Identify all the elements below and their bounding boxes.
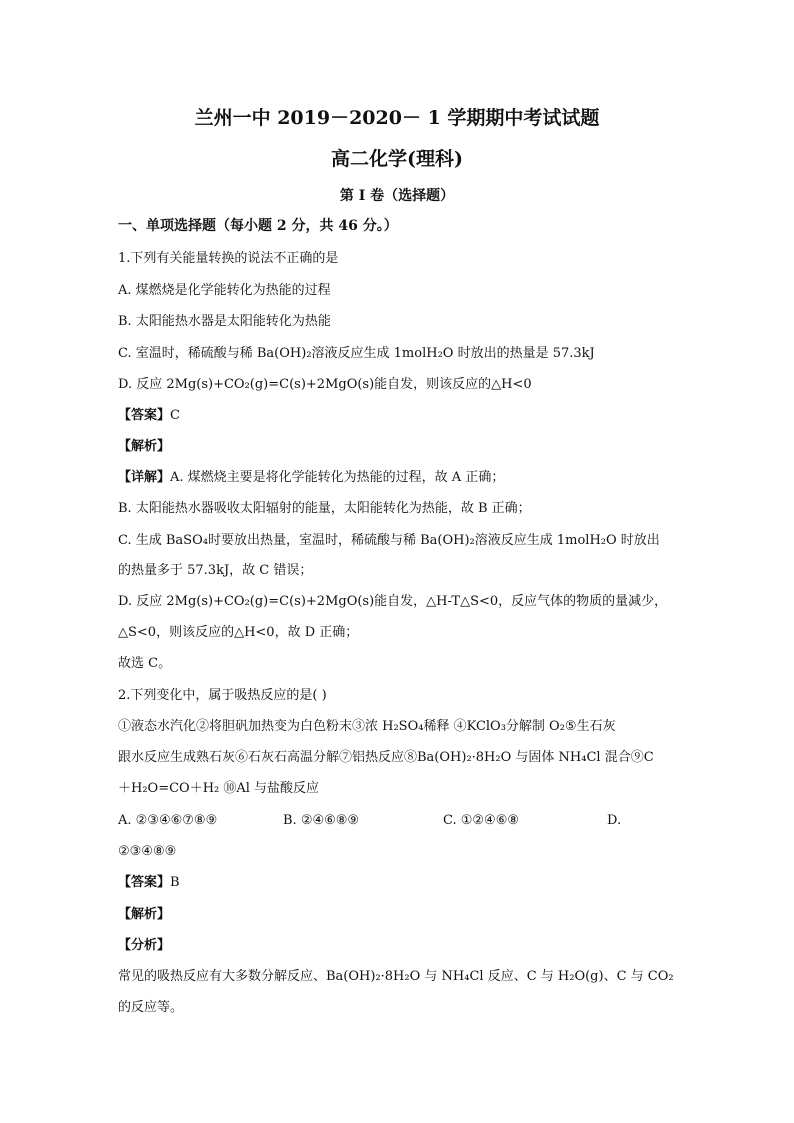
exam-title: 兰州一中 2019－2020－ 1 学期期中考试试题 [194,107,600,129]
q2-items-line1: ①液态水汽化②将胆矾加热变为白色粉末③浓 H₂SO₄稀释 ④KClO₃分解制 O₂⑤生石灰 [118,719,616,734]
q1-detail-b: B. 太阳能热水器吸收太阳辐射的能量，太阳能转化为热能，故 B 正确； [118,501,531,516]
q1-detail-c2: 的热量多于 57.3kJ，故 C 错误； [118,563,313,578]
volume-heading: 第 I 卷（选择题） [339,188,455,204]
q2-option-c: C. ①②④⑥⑧ [443,813,520,828]
q1-detail-d2: △S<0，则该反应的△H<0，故 D 正确； [118,625,359,640]
q1-answer [118,407,180,425]
q2-analysis-label: 【解析】 [118,907,171,922]
q1-option-b: B. 太阳能热水器是太阳能转化为热能 [118,314,331,329]
q2-option-d-cont: ②③④⑧⑨ [118,844,177,859]
q2-option-a: A. ②③④⑥⑦⑧⑨ [118,813,218,828]
q1-analysis-label: 【解析】 [118,439,171,454]
q1-option-d: D. 反应 2Mg(s)+CO₂(g)=C(s)+2MgO(s)能自发，则该反应的△H<0 [118,377,532,392]
q2-items-line2: 跟水反应生成熟石灰⑥石灰石高温分解⑦铝热反应⑧Ba(OH)₂·8H₂O 与固体 NH₄Cl 混合⑨C [118,750,654,765]
q2-analysis2-label: 【分析】 [118,938,171,953]
q1-detail-d1: D. 反应 2Mg(s)+CO₂(g)=C(s)+2MgO(s)能自发，△H-T△S<0，反应气体的物质的量减少， [118,594,668,609]
q2-stem: 2.下列变化中，属于吸热反应的是( ) [118,688,327,703]
q2-items-line3: ＋H₂O=CO＋H₂ ⑩Al 与盐酸反应 [118,781,320,796]
q1-stem: 1.下列有关能量转换的说法不正确的是 [118,251,339,266]
q2-answer [118,874,180,892]
q2-analysis-line2: 的反应等。 [118,1000,184,1015]
q1-option-c: C. 室温时，稀硫酸与稀 Ba(OH)₂溶液反应生成 1molH₂O 时放出的热量是 57.3kJ [118,346,595,361]
q1-option-a: A. 煤燃烧是化学能转化为热能的过程 [118,283,331,298]
answer-value: C [170,408,180,423]
q2-analysis-line1: 常见的吸热反应有大多数分解反应、Ba(OH)₂·8H₂O 与 NH₄Cl 反应、C 与 H₂O(g)、C 与 CO₂ [118,969,674,984]
exam-subtitle: 高二化学(理科) [331,148,463,170]
q1-detail-c1: C. 生成 BaSO₄时要放出热量，室温时，稀硫酸与稀 Ba(OH)₂溶液反应生成 1molH₂O 时放出 [118,533,660,548]
q1-detail-a [118,469,504,487]
answer-label: 【答案】 [118,408,171,423]
section-heading: 一、单项选择题（每小题 2 分，共 46 分。） [118,218,398,234]
answer-value: B [170,875,180,890]
detail-label: 【详解】 [118,470,171,485]
answer-label: 【答案】 [118,875,171,890]
q2-option-d: D. [607,813,622,828]
q1-conclusion: 故选 C。 [118,656,172,671]
q2-option-b: B. ②④⑥⑧⑨ [283,813,360,828]
detail-a-text: A. 煤燃烧主要是将化学能转化为热能的过程，故 A 正确； [170,470,505,485]
